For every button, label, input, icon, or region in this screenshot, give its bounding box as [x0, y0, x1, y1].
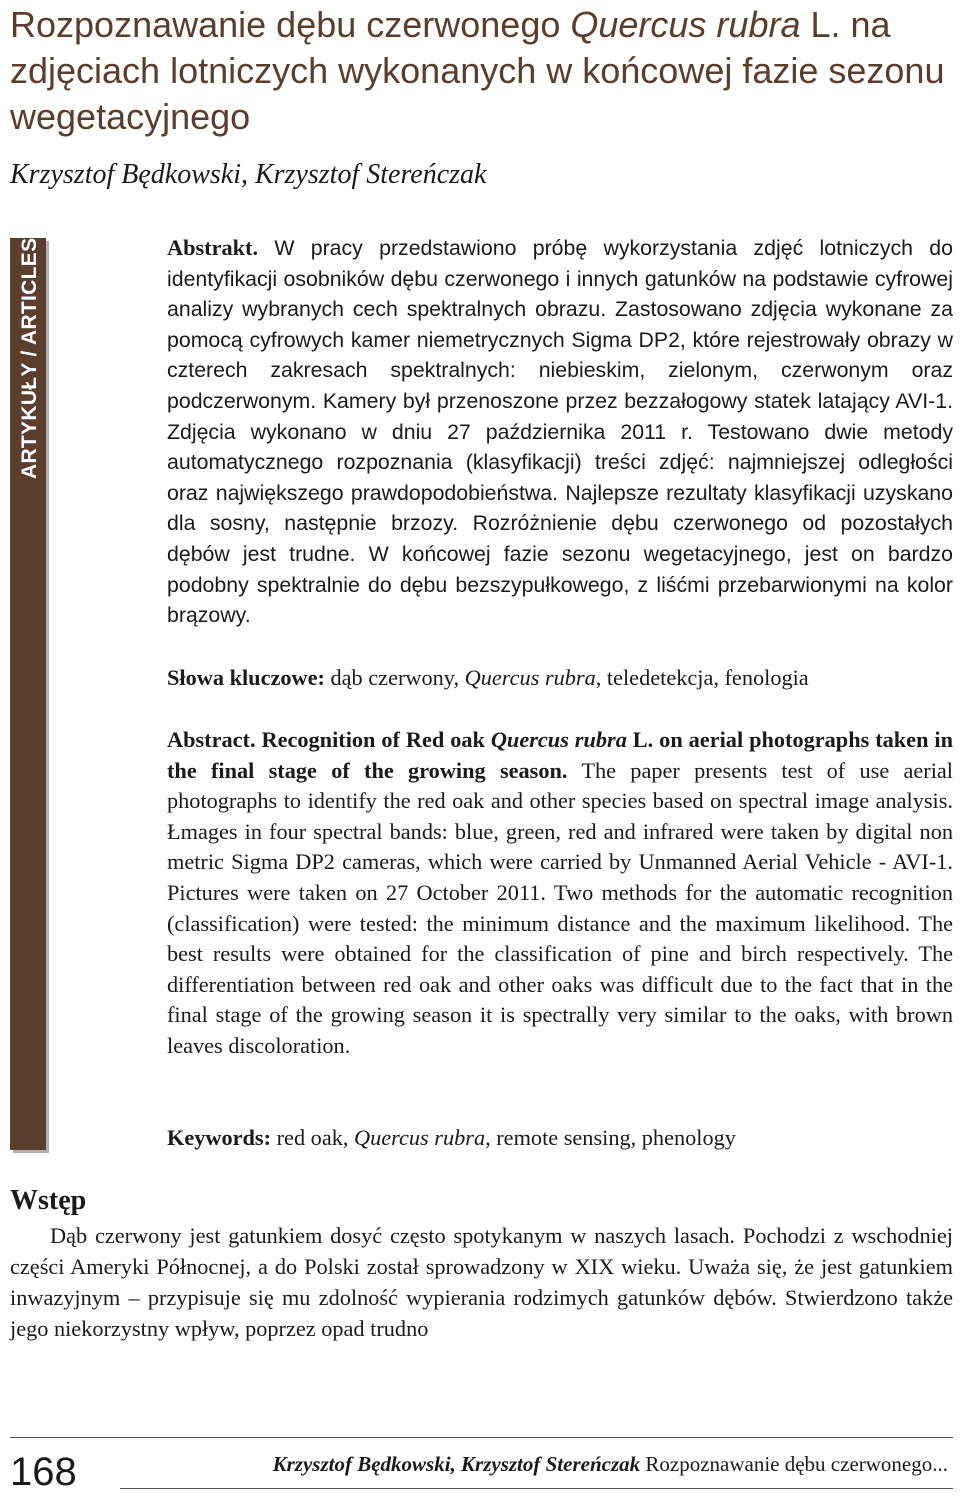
intro-heading: Wstęp — [10, 1185, 87, 1216]
article-title — [10, 2, 950, 140]
page-number: 168 — [10, 1450, 77, 1494]
keywords-pl-species: Quercus rubra — [464, 665, 596, 690]
abstract-en-lead-species: Quercus rubra — [490, 727, 627, 752]
abstract-en-body: The paper presents test of use aerial photographs to identify the red oak and other species based on spectral image analysis. Łmages in four spectral bands: blue, green, red and infrared were taken by digital non metric Sigma DP2 cameras, which were carried by Unmanned Aerial Vehicle - AVI-1. Pictures were taken on 27 October 2011. Two methods for the automatic recognition (classification) were tested: the minimum distance and the maximum likelihood. The best results were obtained for the classification of pine and birch respectively. The differentiation between red oak and other oaks was difficult due to the fact that in the final stage of the growing season it is spectrally very similar to the oaks, with brown leaves discoloration. — [167, 757, 954, 1058]
footer-rule-top — [10, 1437, 953, 1438]
running-header — [273, 1450, 948, 1478]
abstract-pl-body: W pracy przedstawiono próbę wykorzystania zdjęć lotniczych do identyfikacji osobników dębu czerwonego i innych gatunków na podstawie cyfrowej analizy wybranych cech spektralnych obrazu. Zastosowano zdjęcia wykonane za pomocą cyfrowych kamer niemetrycznych Sigma DP2, które rejestrowały obrazy w czterech zakresach spektralnych: niebieskim, zielonym, czerwonym oraz podczerwonym. Kamery był przenoszone przez bezzałogowy statek latający AVI-1. Zdjęcia wykonano w dniu 27 października 2011 r. Testowano dwie metody automatycznego rozpoznania (klasyfikacji) treści zdjęć: najmniejszej odległości oraz największego prawdopodobieństwa. Najlepsze rezultaty klasyfikacji uzyskano dla sosny, następnie brzozy. Rozróżnienie dębu czerwonego od pozostałych dębów jest trudne. W końcowej fazie sezonu wegetacyjnego, jest on bardzo podobny spektralnie do dębu bezszypułkowego, z liśćmi przebarwionymi na kolor brązowy. — [167, 236, 953, 628]
running-title: Rozpoznawanie dębu czerwonego... — [640, 1452, 948, 1476]
keywords-en-label: Keywords: — [167, 1125, 272, 1150]
keywords-pl-label: Słowa kluczowe: — [167, 665, 325, 690]
abstract-pl — [167, 233, 953, 631]
abstract-en-lead-2: L. on aerial photographs taken in the final stage of the growing season. — [167, 727, 953, 783]
authors: Krzysztof Będkowski, Krzysztof Stereńczak — [10, 159, 487, 190]
intro-paragraph: Dąb czerwony jest gatunkiem dosyć często spotykanym w naszych lasach. Pochodzi z wschodniej części Ameryki Północnej, a do Polski został sprowadzony w XIX wieku. Uważa się, że jest gatunkiem inwazyjnym – przypisuje się mu zdolność wypierania rodzimych gatunków dębów. Stwierdzono także jego niekorzystny wpływ, poprzez opad trudno — [10, 1223, 953, 1341]
title-part-2: L. na zdjęciach lotniczych wykonanych w końcowej fazie sezonu wegetacyjnego — [10, 4, 945, 137]
keywords-pl — [167, 663, 953, 694]
keywords-en-after: , remote sensing, phenology — [485, 1125, 736, 1150]
abstract-en — [167, 725, 953, 1062]
keywords-pl-after: , teledetekcja, fenologia — [595, 665, 809, 690]
keywords-pl-before: dąb czerwony, — [324, 665, 465, 690]
footer-rule-bottom — [120, 1488, 953, 1489]
section-sidebar-label: ARTYKUŁY / ARTICLES — [18, 237, 41, 479]
keywords-en-before: red oak, — [271, 1125, 355, 1150]
keywords-en — [167, 1123, 953, 1154]
abstract-en-lead-1: Abstract. Recognition of Red oak — [167, 727, 491, 752]
keywords-en-species: Quercus rubra — [354, 1125, 486, 1150]
running-authors: Krzysztof Będkowski, Krzysztof Stereńczak — [272, 1452, 641, 1476]
title-part-1: Rozpoznawanie dębu czerwonego — [10, 4, 571, 45]
abstract-pl-lead: Abstrakt. — [167, 235, 259, 260]
title-species: Quercus rubra — [570, 4, 801, 45]
